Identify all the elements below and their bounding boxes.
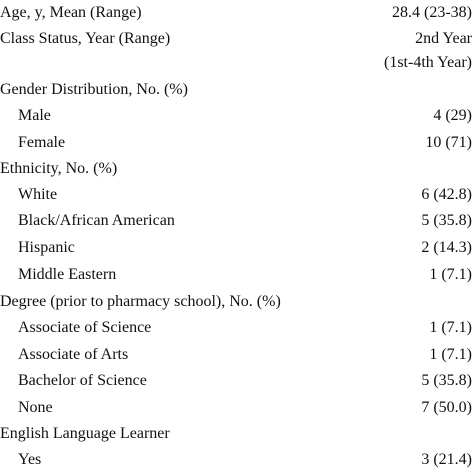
table-row-none: [0, 395, 474, 421]
table-row-bachelor-of-science: [0, 368, 474, 394]
row-value: 7 (50.0): [421, 399, 472, 416]
section-heading: Gender Distribution, No. (%): [0, 81, 188, 98]
row-label: Bachelor of Science: [18, 372, 147, 389]
section-heading: Ethnicity, No. (%): [0, 160, 118, 177]
row-value: 5 (35.8): [421, 212, 472, 229]
row-value: 5 (35.8): [421, 372, 472, 389]
table-row-ell-header: [0, 421, 474, 447]
row-value: 1 (7.1): [429, 319, 472, 336]
row-label: White: [18, 186, 58, 203]
row-value: 6 (42.8): [421, 186, 472, 203]
row-label: Class Status, Year (Range): [0, 30, 171, 47]
row-label: Male: [18, 107, 51, 124]
row-label: Age, y, Mean (Range): [0, 4, 142, 21]
row-label: Associate of Arts: [18, 346, 129, 363]
row-label: Female: [18, 134, 66, 151]
table-row-female: [0, 130, 474, 156]
table-row-associate-of-arts: [0, 342, 474, 368]
table-row-middle-eastern: [0, 262, 474, 288]
table-row-associate-of-science: [0, 315, 474, 341]
row-value: 1 (7.1): [429, 266, 472, 283]
section-heading: English Language Learner: [0, 425, 170, 442]
row-value: 4 (29): [433, 107, 472, 124]
row-value: [384, 27, 472, 75]
row-label: Associate of Science: [18, 319, 152, 336]
row-label: Yes: [18, 451, 42, 468]
table-row-age: [0, 0, 474, 26]
row-value: 1 (7.1): [429, 346, 472, 363]
section-heading: Degree (prior to pharmacy school), No. (%): [0, 293, 281, 310]
row-value: 3 (21.4): [421, 451, 472, 468]
row-label: Black/African American: [18, 212, 175, 229]
table-row-degree-header: [0, 289, 474, 315]
table-row-class-status: [0, 26, 474, 76]
row-value: 2 (14.3): [421, 239, 472, 256]
table-row-yes: [0, 447, 474, 473]
row-value: 10 (71): [425, 134, 472, 151]
row-value-line1: 2nd Year: [415, 30, 472, 47]
table-row-male: [0, 103, 474, 129]
table-row-black-african-american: [0, 208, 474, 234]
row-label: None: [18, 399, 53, 416]
row-value: 28.4 (23-38): [392, 4, 472, 21]
table-row-gender-header: [0, 77, 474, 103]
table-row-ethnicity-header: [0, 156, 474, 182]
row-label: Middle Eastern: [18, 266, 117, 283]
table-row-hispanic: [0, 235, 474, 261]
row-label: Hispanic: [18, 239, 75, 256]
row-value-line2: (1st-4th Year): [384, 54, 472, 71]
table-row-white: [0, 182, 474, 208]
